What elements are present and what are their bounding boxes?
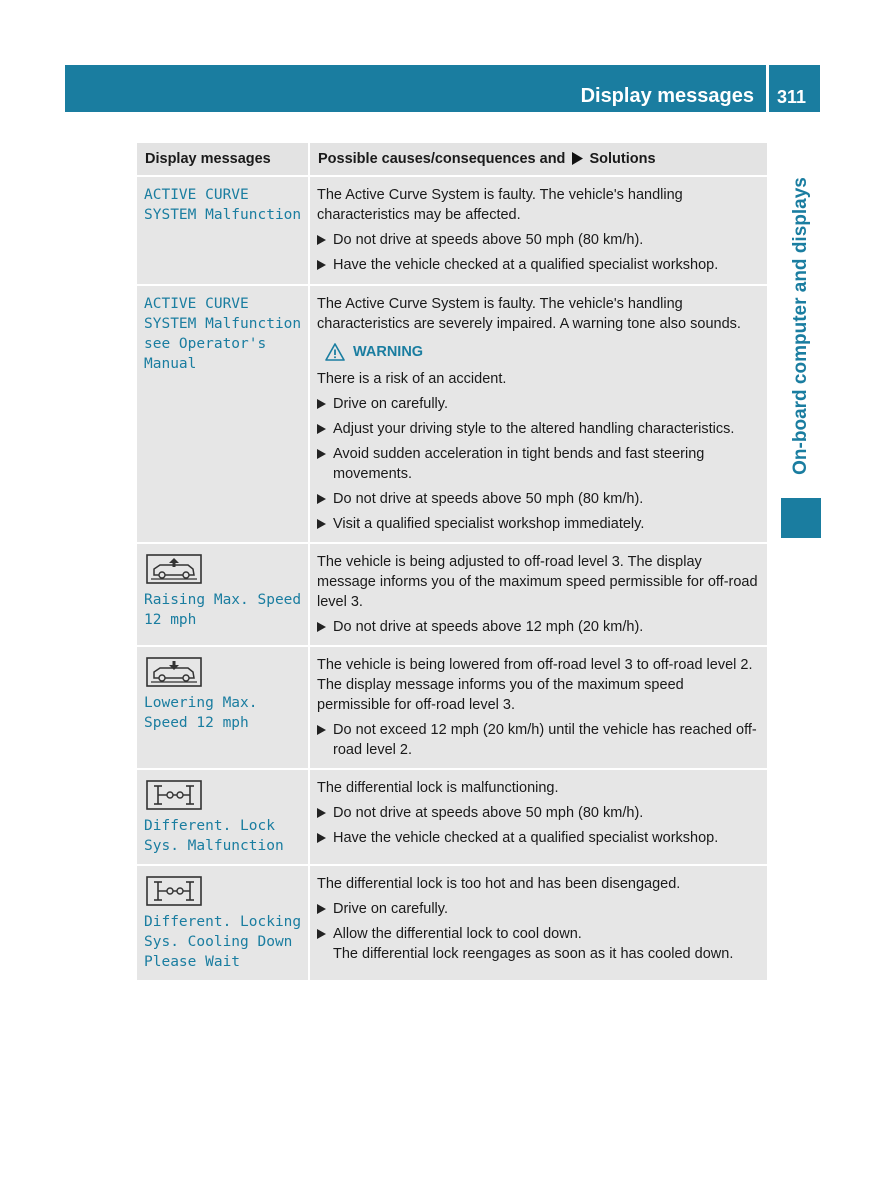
col-header-messages: Display messages [137,143,309,176]
solution-step: Have the vehicle checked at a qualified specialist workshop. [317,255,761,275]
cause-text: The differential lock is malfunctioning. [317,780,559,796]
vehicle-raise-icon [146,554,202,584]
display-message-cell [137,865,309,981]
table-row [137,769,767,865]
solution-step: Drive on carefully. [317,394,761,414]
cause-text: The Active Curve System is faulty. The vehicle's handling characteristics are severely impaired. A warning tone also sounds. [317,296,741,332]
display-message-line: Raising Max. Speed [144,592,302,608]
solution-step-continuation: The differential lock reengages as soon as it has cooled down. [333,946,734,962]
warning-heading [325,342,761,362]
warning-triangle-icon [325,343,345,361]
display-message-line: Lowering Max. [144,695,258,711]
table-row [137,865,767,981]
display-message-line: see Operator's [144,336,267,352]
display-message-line: ACTIVE CURVE [144,296,249,312]
solution-step: Do not drive at speeds above 50 mph (80 km/h). [317,489,761,509]
display-message-line: Speed 12 mph [144,715,249,731]
section-label-text: On-board computer and displays [790,176,811,475]
solution-step: Adjust your driving style to the altered handling characteristics. [317,419,761,439]
solution-step: Do not drive at speeds above 12 mph (20 km/h). [317,617,761,637]
display-messages-table [137,143,767,982]
cause-cell [309,865,767,981]
cause-cell [309,769,767,865]
differential-lock-icon [146,780,202,810]
display-message-line: SYSTEM Malfunction [144,207,302,223]
col-header-causes-text: Possible causes/consequences and [318,151,566,167]
solution-step: Visit a qualified specialist workshop immediately. [317,514,761,534]
table-row [137,285,767,543]
display-message-line: Please Wait [144,954,241,970]
cause-text: The vehicle is being adjusted to off-road level 3. The display message informs you of the maximum speed permissible for off-road level 3. [317,554,758,610]
display-message-line: Sys. Cooling Down [144,934,293,950]
page-number [769,65,820,112]
table-header-row [137,143,767,176]
display-message-cell [137,646,309,769]
solution-step: Avoid sudden acceleration in tight bends and fast steering movements. [317,444,761,484]
display-message-line: Different. Lock [144,818,275,834]
cause-cell [309,543,767,646]
display-message-cell [137,285,309,543]
display-message-line: SYSTEM Malfunction [144,316,302,332]
cause-cell [309,285,767,543]
display-message-cell [137,769,309,865]
page-title: Display messages [580,85,754,107]
solution-step: Have the vehicle checked at a qualified specialist workshop. [317,828,761,848]
display-message-line: Different. Locking [144,914,302,930]
display-message-line: Manual [144,356,197,372]
table-row [137,646,767,769]
display-message-line: 12 mph [144,612,197,628]
cause-text: The Active Curve System is faulty. The vehicle's handling characteristics may be affected. [317,187,683,223]
section-side-label [781,158,821,493]
differential-lock-icon [146,876,202,906]
display-message-cell [137,176,309,285]
section-tab-marker [781,498,821,538]
cause-cell [309,176,767,285]
solution-step: Do not drive at speeds above 50 mph (80 km/h). [317,803,761,823]
warning-text: There is a risk of an accident. [317,371,507,387]
table-row [137,176,767,285]
arrow-right-icon [571,152,583,165]
cause-text: The differential lock is too hot and has been disengaged. [317,876,681,892]
solution-step: Allow the differential lock to cool down. [317,924,761,944]
cause-cell [309,646,767,769]
solution-step: Drive on carefully. [317,899,761,919]
table-row [137,543,767,646]
solution-step: Do not exceed 12 mph (20 km/h) until the vehicle has reached off-road level 2. [317,720,761,760]
vehicle-lower-icon [146,657,202,687]
solution-step: Do not drive at speeds above 50 mph (80 km/h). [317,230,761,250]
col-header-causes [309,143,767,176]
display-message-line: ACTIVE CURVE [144,187,249,203]
header-bar [65,65,766,112]
cause-text: The vehicle is being lowered from off-road level 3 to off-road level 2. The display message informs you of the maximum speed permissible for off-road level 3. [317,657,753,713]
warning-label: WARNING [353,344,424,360]
display-message-line: Sys. Malfunction [144,838,284,854]
col-header-solutions-text: Solutions [589,151,656,167]
display-message-cell [137,543,309,646]
page-number-text: 311 [777,87,807,107]
